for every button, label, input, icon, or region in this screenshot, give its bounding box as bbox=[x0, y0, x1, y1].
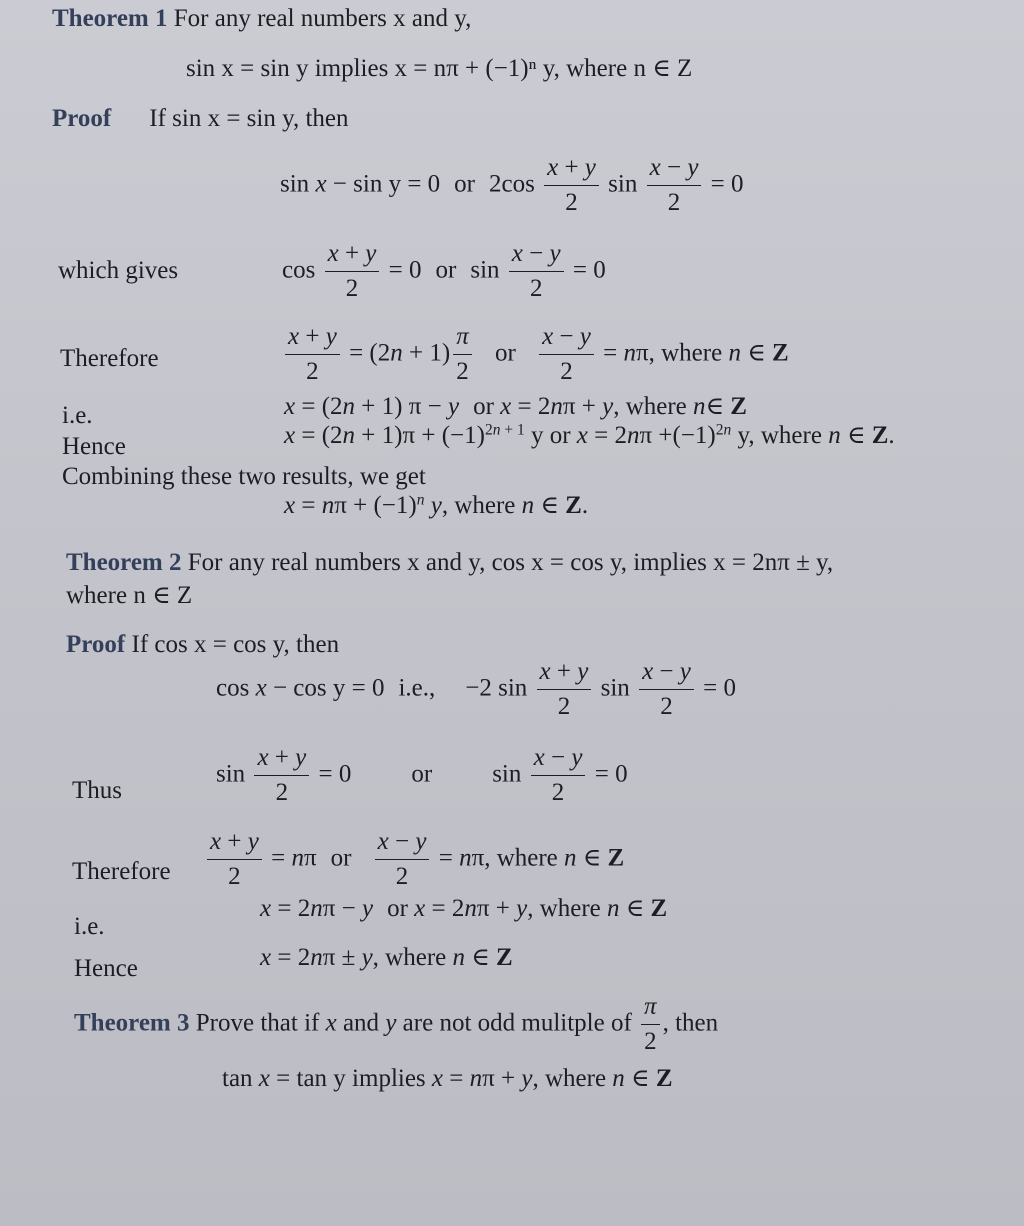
proof-2-step-3-label: Therefore bbox=[72, 858, 171, 885]
proof-1-step-5: $x = (2n + 1)\pi + (-1)^{2n + 1}$ y or $x = 2n\pi +(-1)^{2n}$ y, where n ∈ Z. bbox=[284, 421, 895, 449]
proof-1-step-1: sin x − sin y = 0 or 2cos $\frac{x + y}{2}$ sin $\frac{x - y}{2}$ = 0 bbox=[280, 154, 744, 216]
theorem-1-label: Theorem 1 bbox=[52, 5, 168, 32]
proof-2-step-1: cos x − cos y = 0 i.e., −2 sin $\frac{x + y}{2}$ sin $\frac{x - y}{2}$ = 0 bbox=[216, 658, 736, 720]
proof-2-intro: If cos x = cos y, then bbox=[131, 631, 340, 658]
theorem-2-statement-cont: where n ∈ Z bbox=[66, 582, 193, 609]
proof-1-step-3: $\frac{x + y}{2}$ = (2n + 1) $\frac{\pi}{2}$ or $\frac{x - y}{2}$ = nπ, where n ∈ Z bbox=[282, 323, 789, 387]
proof-1-step-3-label: Therefore bbox=[60, 345, 159, 372]
theorem-3-formula: tan x = tan y implies x = nπ + y, where n ∈ Z bbox=[222, 1065, 673, 1092]
proof-1-step-4: x = (2n + 1) π − y or x = 2nπ + y, where n∈ Z bbox=[284, 393, 747, 420]
proof-2-step-4-label: i.e. bbox=[74, 913, 105, 940]
theorem-3-label: Theorem 3 bbox=[74, 1009, 190, 1037]
theorem-1-formula: sin x = sin y implies x = nπ + (−1)ⁿ y, where n ∈ Z bbox=[186, 55, 693, 82]
proof-2-step-5-label: Hence bbox=[74, 955, 138, 982]
theorem-2-line bbox=[66, 550, 833, 575]
theorem-3-line: Theorem 3 Prove that if x and y are not odd mulitple of $\frac{\pi}{2}$ , then bbox=[74, 993, 719, 1055]
proof-2-step-2-label: Thus bbox=[72, 777, 122, 804]
proof-1-line bbox=[52, 106, 349, 131]
proof-1-step-2-label: which gives bbox=[58, 257, 179, 284]
proof-1-label: Proof bbox=[52, 105, 112, 132]
proof-2-step-5: x = 2nπ ± y, where n ∈ Z bbox=[260, 944, 513, 971]
proof-1-step-2: cos $\frac{x + y}{2}$ = 0 or sin $\frac{x - y}{2}$ = 0 bbox=[282, 240, 606, 302]
proof-2-step-2: sin $\frac{x + y}{2}$ = 0 or sin $\frac{x - y}{2}$ = 0 bbox=[216, 744, 628, 806]
proof-2-step-3: $\frac{x + y}{2}$ = nπ or $\frac{x - y}{2}$ = nπ, where n ∈ Z bbox=[204, 828, 624, 892]
proof-2-line bbox=[66, 632, 339, 657]
theorem-2-statement: For any real numbers x and y, cos x = cos y, implies x = 2nπ ± y, bbox=[187, 549, 834, 576]
proof-2-label: Proof bbox=[66, 631, 126, 658]
theorem-1-statement: For any real numbers x and y, bbox=[173, 5, 472, 32]
theorem-1-line bbox=[52, 6, 471, 31]
proof-2-step-4: x = 2nπ − y or x = 2nπ + y, where n ∈ Z bbox=[260, 895, 668, 922]
proof-1-step-4-label: i.e. bbox=[62, 402, 93, 429]
theorem-2-label: Theorem 2 bbox=[66, 549, 182, 576]
proof-1-step-5-label: Hence bbox=[62, 433, 126, 460]
proof-1-combining: Combining these two results, we get bbox=[62, 463, 426, 490]
proof-1-result: $x = n\pi + (-1)^n$ y, where n ∈ Z. bbox=[284, 491, 589, 519]
proof-1-intro: If sin x = sin y, then bbox=[149, 105, 349, 132]
